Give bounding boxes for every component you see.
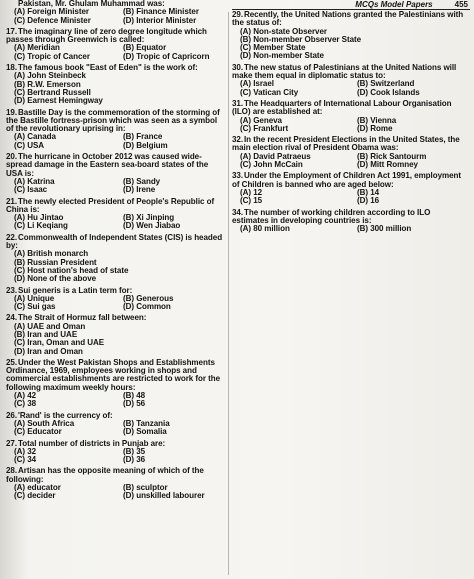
question-stem [6, 198, 226, 215]
answer-option: (B) Finance Minister [123, 8, 199, 17]
question-text: 'Rand' is the currency of: [18, 410, 113, 420]
left-column [6, 0, 226, 504]
question-number: 21. [6, 196, 18, 206]
question-stem [232, 64, 468, 81]
answer-option: (D) Non-member State [240, 52, 324, 61]
question-text: The imaginary line of zero degree longitude which passes through Greenwich is called: [6, 26, 207, 45]
question-stem [232, 172, 468, 189]
answer-option: (B) Equator [123, 44, 167, 53]
page-number: 455 [454, 0, 468, 9]
answer-option: (B) Switzerland [357, 80, 415, 89]
question-item [6, 440, 226, 465]
answer-option: (D) Belgium [123, 141, 168, 150]
answer-option: (A) Non-state Observer [240, 27, 327, 36]
question-item [232, 100, 468, 133]
answer-option: (A) 12 [240, 188, 263, 197]
question-text: Bastille Day is the commemoration of the storming of the Bastille fortress-prison which was seen as a symbol of the revolutionary uprising in: [6, 107, 220, 134]
answer-option: (A) UAE and Oman [14, 322, 86, 331]
options-list [232, 189, 468, 206]
question-number: 32. [232, 135, 244, 145]
answer-option: (C) Sui gas [14, 303, 56, 312]
question-number: 26. [6, 410, 18, 420]
question-number: 23. [6, 285, 18, 295]
question-item [6, 0, 226, 25]
question-item [6, 198, 226, 231]
answer-option: (B) 300 million [357, 225, 412, 234]
answer-option: (C) Host nation's head of state [14, 266, 129, 275]
answer-option: (D) None of the above [14, 275, 97, 284]
answer-option: (D) unskilled labourer [123, 492, 205, 501]
answer-option: (B) Tanzania [123, 419, 170, 428]
options-list [6, 133, 226, 150]
answer-option: (B) sculptor [123, 484, 168, 493]
answer-option: (A) South Africa [14, 419, 75, 428]
options-list [6, 250, 226, 283]
options-list [232, 117, 468, 134]
question-text: Total number of districts in Punjab are: [18, 438, 166, 448]
answer-option: (B) Non-member Observer State [240, 35, 362, 44]
question-item [6, 234, 226, 284]
question-text: Under the Employment of Children Act 1991, employment of Children is banned who are aged below: [232, 171, 462, 189]
answer-option: (C) Defence Minister [14, 16, 91, 25]
question-text: Sui generis is a Latin term for: [18, 285, 133, 295]
answer-option: (D) Common [123, 303, 171, 312]
question-text: Artisan has the opposite meaning of which of the following: [6, 466, 204, 484]
answer-option: (A) 42 [14, 392, 37, 401]
question-stem [6, 412, 226, 420]
question-text: Recently, the United Nations granted the Palestinians with the status of: [232, 10, 464, 28]
question-item [232, 136, 468, 169]
question-text: The newly elected President of People's Republic of China is: [6, 196, 215, 214]
answer-option: (C) 38 [14, 400, 37, 409]
options-list [6, 484, 226, 501]
question-item [6, 287, 226, 312]
answer-option: (C) USA [14, 141, 45, 150]
answer-option: (A) Israel [240, 80, 274, 89]
question-number: 18. [6, 63, 18, 73]
answer-option: (C) Iran, Oman and UAE [14, 339, 105, 348]
answer-option: (D) Iran and Oman [14, 347, 83, 356]
question-item [6, 28, 226, 61]
question-item [232, 209, 468, 234]
answer-option: (A) Hu Jintao [14, 214, 64, 223]
answer-option: (A) educator [14, 484, 61, 493]
answer-option: (A) British monarch [14, 250, 89, 259]
answer-option: (C) 34 [14, 456, 37, 465]
answer-option: (C) Tropic of Cancer [14, 52, 90, 61]
question-stem [6, 28, 226, 45]
question-stem [6, 0, 226, 8]
answer-option: (A) Unique [14, 294, 55, 303]
answer-option: (A) 32 [14, 447, 37, 456]
question-text: The new status of Palestinians at the United Nations will make them equal in diplomatic status to: [232, 62, 457, 81]
options-list [6, 420, 226, 437]
answer-option: (A) David Patraeus [240, 152, 311, 161]
answer-option: (D) 16 [357, 197, 380, 206]
question-number: 30. [232, 62, 244, 72]
options-list [6, 295, 226, 312]
question-stem [6, 234, 226, 251]
question-item [6, 359, 226, 409]
question-text: The hurricane in October 2012 was caused wide-spread damage in the Eastern sea-board states of the USA is: [6, 152, 209, 178]
options-list [232, 153, 468, 170]
answer-option: (D) Mitt Romney [357, 161, 418, 170]
answer-option: (B) Sandy [123, 177, 161, 186]
question-number: 34. [232, 207, 244, 217]
question-stem [6, 314, 226, 322]
options-list [232, 28, 468, 61]
question-stem [232, 11, 468, 28]
question-number: 33. [232, 171, 244, 181]
question-stem [6, 153, 226, 178]
answer-option: (C) decider [14, 492, 56, 501]
question-stem [232, 136, 468, 153]
answer-option: (D) 36 [123, 456, 146, 465]
question-item [6, 109, 226, 150]
answer-option: (B) 14 [357, 188, 380, 197]
answer-option: (B) R.W. Emerson [14, 80, 81, 89]
question-number: 27. [6, 438, 18, 448]
answer-option: (D) Interior Minister [123, 16, 197, 25]
options-list [6, 178, 226, 195]
answer-option: (A) John Steinbeck [14, 72, 86, 81]
question-number: 17. [6, 26, 18, 36]
question-number: 20. [6, 152, 18, 162]
answer-option: (B) 48 [123, 392, 146, 401]
question-item [6, 314, 226, 355]
answer-option: (D) 56 [123, 400, 146, 409]
answer-option: (C) Bertrand Russell [14, 88, 91, 97]
question-text: The number of working children according to ILO estimates in developing countries is: [232, 207, 431, 225]
question-stem [6, 64, 226, 72]
question-number: 19. [6, 107, 18, 117]
options-list [6, 392, 226, 409]
answer-option: (D) Tropic of Capricorn [123, 52, 210, 61]
question-number: 29. [232, 10, 244, 19]
question-text: Under the West Pakistan Shops and Establishments Ordinance, 1969, employees working in shops and commercial establishments are restricted to work for the following maximum weekly hours: [6, 357, 221, 392]
answer-option: (C) Isaac [14, 186, 48, 195]
question-stem [6, 287, 226, 295]
answer-option: (D) Somalia [123, 428, 167, 437]
question-stem [6, 440, 226, 448]
answer-option: (B) Vienna [357, 116, 397, 125]
question-text: In the recent President Elections in the United States, the main election rival of President Obama was: [232, 135, 460, 153]
answer-option: (D) Wen Jiabao [123, 222, 181, 231]
question-number: 31. [232, 98, 244, 108]
answer-option: (A) Katrina [14, 177, 55, 186]
options-list [6, 72, 226, 105]
answer-option: (A) 80 million [240, 225, 290, 234]
answer-option: (D) Rome [357, 124, 393, 133]
column-divider [228, 12, 229, 575]
answer-option: (D) Earnest Hemingway [14, 97, 103, 106]
options-list [6, 448, 226, 465]
answer-option: (B) Rick Santourm [357, 152, 427, 161]
answer-option: (A) Canada [14, 133, 56, 142]
answer-option: (D) Irene [123, 186, 156, 195]
question-stem [6, 359, 226, 392]
question-stem [6, 109, 226, 134]
question-item [232, 11, 468, 61]
question-text: Pakistan, Mr. Ghulam Muhammad was: [18, 0, 165, 8]
answer-option: (C) Educator [14, 428, 62, 437]
answer-option: (B) Generous [123, 294, 174, 303]
answer-option: (B) Iran and UAE [14, 330, 78, 339]
answer-option: (A) Foreign Minister [14, 8, 89, 17]
question-text: The Headquarters of International Labour Organisation (ILO) are established at: [232, 98, 452, 117]
options-list [6, 214, 226, 231]
question-item [232, 172, 468, 205]
answer-option: (B) Russian President [14, 258, 97, 267]
header-title: MCQs Model Papers [355, 0, 433, 9]
question-item [6, 467, 226, 500]
answer-option: (C) John McCain [240, 161, 303, 170]
question-stem [232, 100, 468, 117]
answer-option: (B) 35 [123, 447, 146, 456]
answer-option: (D) Cook Islands [357, 88, 420, 97]
question-stem [232, 209, 468, 226]
options-list [6, 323, 226, 356]
question-number: 22. [6, 232, 18, 242]
answer-option: (C) Frankfurt [240, 124, 289, 133]
options-list [232, 225, 468, 233]
question-item [6, 412, 226, 437]
question-number: 24. [6, 313, 18, 323]
options-list [232, 80, 468, 97]
answer-option: (C) Member State [240, 44, 306, 53]
question-item [6, 153, 226, 194]
answer-option: (C) Vatican City [240, 88, 299, 97]
question-item [232, 64, 468, 97]
question-item [6, 64, 226, 105]
answer-option: (B) France [123, 133, 163, 142]
answer-option: (C) 15 [240, 197, 263, 206]
options-list [6, 8, 226, 25]
page-header [355, 0, 468, 9]
question-stem [6, 467, 226, 484]
answer-option: (A) Geneva [240, 116, 282, 125]
answer-option: (A) Meridian [14, 44, 60, 53]
right-column [232, 11, 468, 236]
question-number: 25. [6, 357, 18, 367]
question-text: The Strait of Hormuz fall between: [18, 313, 147, 323]
question-number: 28. [6, 466, 18, 476]
answer-option: (B) Xi Jinping [123, 214, 175, 223]
question-text: The famous book "East of Eden" is the work of: [18, 63, 198, 73]
options-list [6, 44, 226, 61]
answer-option: (C) Li Keqiang [14, 222, 68, 231]
question-text: Commonwealth of Independent States (CIS) is headed by: [6, 232, 223, 251]
